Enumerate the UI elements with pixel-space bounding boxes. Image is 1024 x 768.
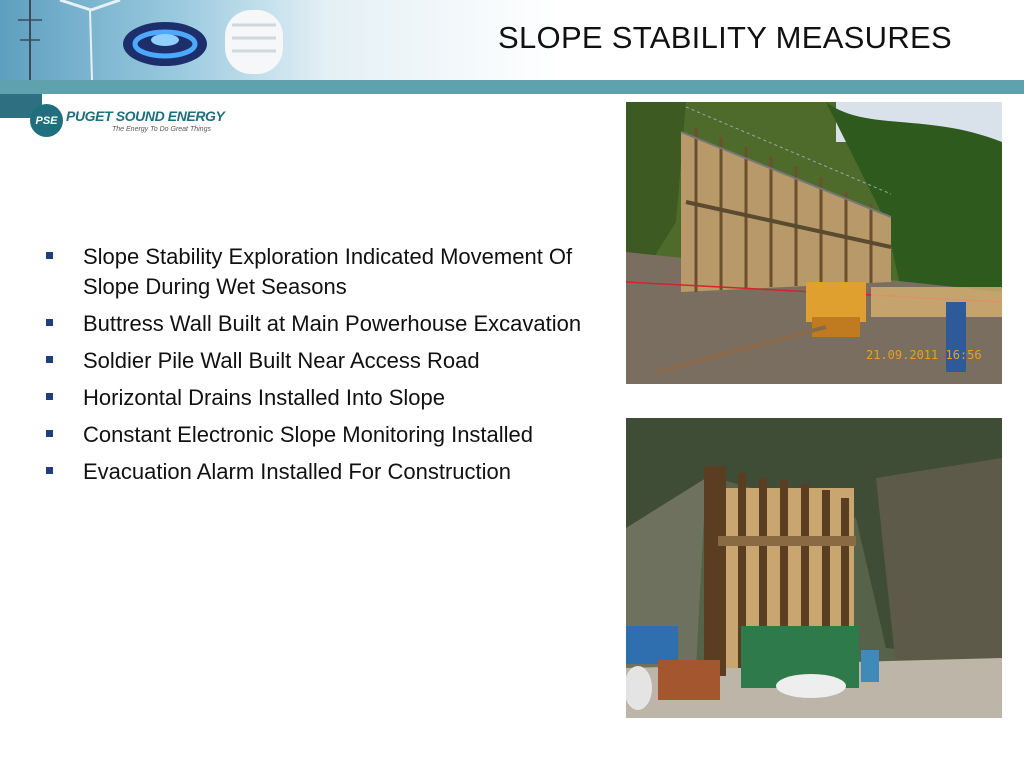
- logo-company-name: PUGET SOUND ENERGY: [66, 108, 225, 124]
- bullet-item: [44, 309, 584, 339]
- buttress-wall-photo: [626, 418, 1002, 718]
- company-logo: [30, 104, 230, 138]
- square-bullet-icon: [46, 467, 53, 474]
- bullet-text: Evacuation Alarm Installed For Construction: [83, 459, 511, 484]
- bullet-list: [44, 242, 584, 494]
- square-bullet-icon: [46, 356, 53, 363]
- logo-badge: PSE: [30, 104, 63, 137]
- bullet-text: Slope Stability Exploration Indicated Movement Of Slope During Wet Seasons: [83, 244, 573, 299]
- bullet-item: [44, 383, 584, 413]
- header-accent-band: [0, 80, 1024, 94]
- bullet-item: [44, 457, 584, 487]
- soldier-pile-wall-photo: [626, 102, 1002, 384]
- bullet-text: Buttress Wall Built at Main Powerhouse Excavation: [83, 311, 582, 336]
- energy-banner-image: [0, 0, 310, 80]
- square-bullet-icon: [46, 393, 53, 400]
- bullet-text: Constant Electronic Slope Monitoring Installed: [83, 422, 534, 447]
- bullet-item: [44, 242, 584, 302]
- bullet-text: Soldier Pile Wall Built Near Access Road: [83, 348, 480, 373]
- square-bullet-icon: [46, 252, 53, 259]
- photo-timestamp: 21.09.2011 16:56: [866, 348, 982, 362]
- bullet-text: Horizontal Drains Installed Into Slope: [83, 385, 445, 410]
- bullet-item: [44, 420, 584, 450]
- slide-title: SLOPE STABILITY MEASURES: [498, 20, 952, 55]
- square-bullet-icon: [46, 430, 53, 437]
- square-bullet-icon: [46, 319, 53, 326]
- logo-tagline: The Energy To Do Great Things: [112, 126, 211, 133]
- bullet-item: [44, 346, 584, 376]
